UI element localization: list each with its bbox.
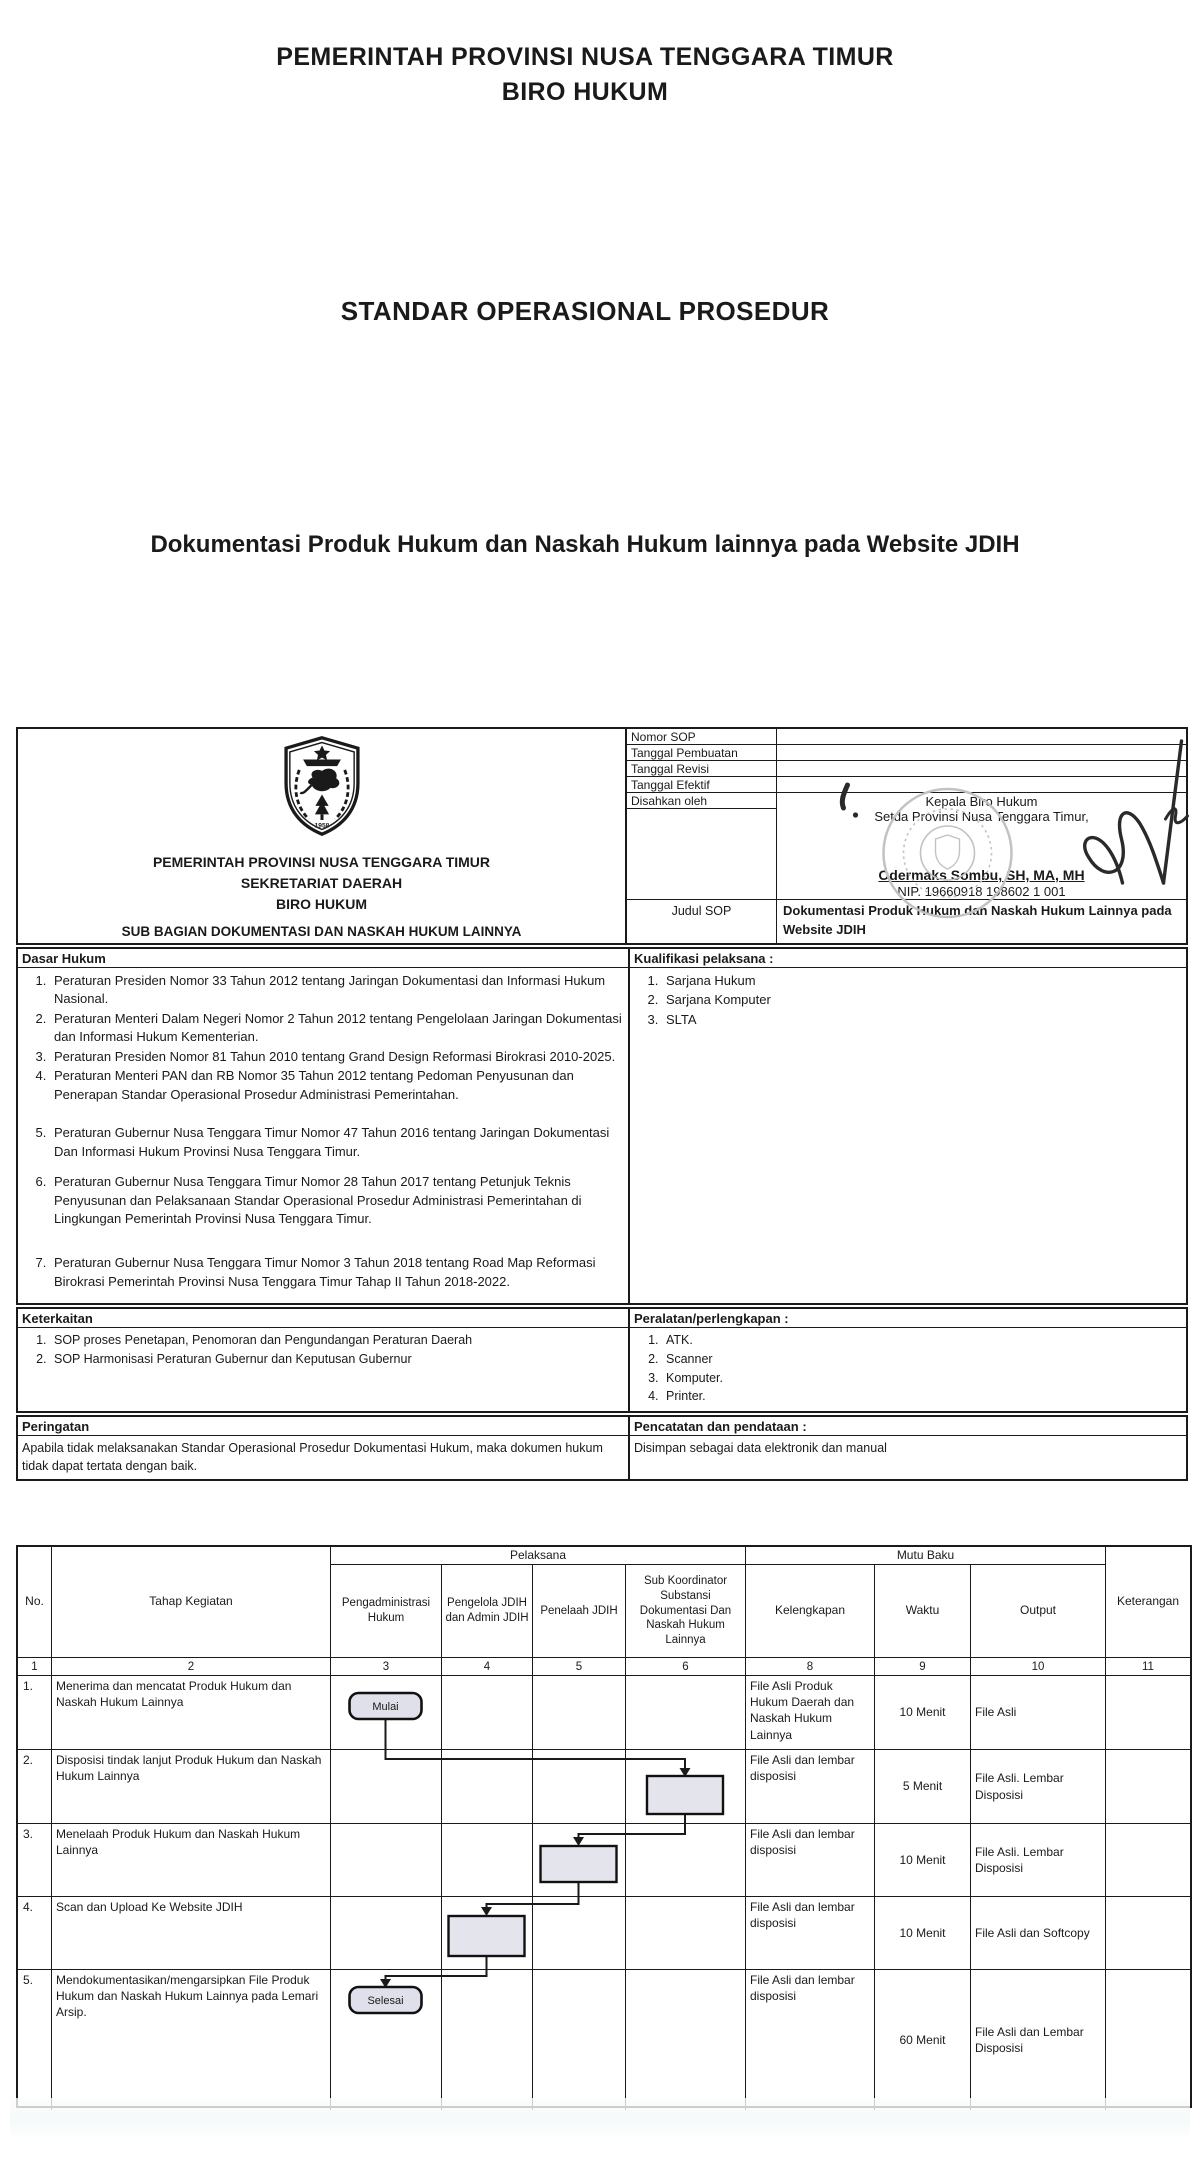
legal-basis-item: 1. Peraturan Presiden Nomor 33 Tahun 2012 tentang Jaringan Dokumentasi dan Informasi Hukum Nasional.	[50, 972, 622, 1009]
org-line2: SEKRETARIAT DAERAH	[240, 875, 403, 891]
row-waktu: 60 Menit	[874, 1970, 970, 2110]
header-kelengkapan: Kelengkapan	[745, 1565, 874, 1657]
approval-signature-block	[777, 793, 1186, 899]
row-waktu: 10 Menit	[874, 1897, 970, 1969]
flow-process-node-scan-upload	[449, 1916, 525, 1956]
row-tahap: Menerima dan mencatat Produk Hukum dan Naskah Hukum Lainnya	[51, 1676, 330, 1749]
org-line3: BIRO HUKUM	[275, 896, 367, 912]
equipment-list	[632, 1332, 1180, 1406]
approver-nip: NIP. 19660918 198602 1 001	[897, 884, 1066, 899]
section-peringatan-pencatatan	[16, 1415, 1188, 1481]
col-num: 6	[625, 1658, 745, 1675]
row-keterangan	[1105, 1750, 1190, 1823]
header-keterangan: Keterangan	[1105, 1547, 1190, 1657]
header-waktu: Waktu	[874, 1565, 970, 1657]
row-kelengkapan: File Asli Produk Hukum Daerah dan Naskah Hukum Lainnya	[745, 1676, 874, 1749]
row-no: 2.	[23, 1753, 34, 1767]
col-num: 10	[970, 1658, 1105, 1675]
crest-year: 1958	[314, 822, 329, 830]
flow-arrowheads	[380, 1768, 691, 1988]
row-tahap: Scan dan Upload Ke Website JDIH	[51, 1897, 330, 1969]
flow-start-label: Mulai	[372, 1701, 399, 1713]
row-tahap: Mendokumentasikan/mengarsipkan File Produk Hukum dan Naskah Hukum Lainnya pada Lemari Arsip.	[51, 1970, 330, 2110]
letterhead	[0, 40, 1170, 109]
keterkaitan-title: Keterkaitan	[18, 1309, 628, 1328]
row-keterangan	[1105, 1970, 1190, 2110]
meta-label-tanggal-pembuatan: Tanggal Pembuatan	[627, 745, 777, 761]
meta-value-tanggal-pembuatan	[777, 745, 1186, 761]
sop-metadata	[627, 729, 1186, 943]
meta-value-nomor-sop	[777, 729, 1186, 745]
meta-label-tanggal-revisi: Tanggal Revisi	[627, 761, 777, 777]
kualifikasi-title: Kualifikasi pelaksana :	[630, 949, 1186, 968]
row-tahap: Disposisi tindak lanjut Produk Hukum dan Naskah Hukum Lainnya	[51, 1750, 330, 1823]
row-keterangan	[1105, 1824, 1190, 1896]
peringatan-text: Apabila tidak melaksanakan Standar Operasional Prosedur Dokumentasi Hukum, maka dokumen hukum tidak dapat tertata dengan baik.	[22, 1441, 603, 1474]
org-subunit: SUB BAGIAN DOKUMENTASI DAN NASKAH HUKUM LAINNYA	[121, 924, 522, 939]
approver-title-line2: Setda Provinsi Nusa Tenggara Timur,	[874, 809, 1089, 824]
qualification-list	[632, 972, 1180, 1029]
legal-basis-item: 6. Peraturan Gubernur Nusa Tenggara Timur Nomor 28 Tahun 2017 tentang Petunjuk Teknis Penyusunan dan Pelaksanaan Standar Operasional Prosedur Administrasi Pemerintahan di Lingkungan Pemerintah Provinsi Nusa Tenggara Timur.	[50, 1173, 622, 1228]
row-no: 5.	[23, 1973, 34, 1987]
ntt-provincial-crest-icon	[274, 734, 370, 843]
col-num: 1	[31, 1660, 38, 1673]
pencatatan-title: Pencatatan dan pendataan :	[630, 1417, 1186, 1436]
sop-identity-sheet	[16, 727, 1188, 1481]
row-kelengkapan: File Asli dan lembar disposisi	[745, 1824, 874, 1896]
procedure-table-body	[18, 1676, 1190, 2106]
related-sop-item: 2. SOP Harmonisasi Peraturan Gubernur dan Keputusan Gubernur	[50, 1351, 622, 1369]
row-keterangan	[1105, 1676, 1190, 1749]
judul-sop-value: Dokumentasi Produk Hukum dan Naskah Hukum Lainnya pada Website JDIH	[777, 899, 1186, 943]
qualification-item: 1. Sarjana Hukum	[662, 972, 1180, 990]
row-waktu: 10 Menit	[874, 1824, 970, 1896]
legal-basis-list	[20, 972, 622, 1291]
procedure-table-header	[18, 1547, 1190, 1657]
row-no: 3.	[23, 1827, 34, 1841]
col-num: 9	[874, 1658, 970, 1675]
judul-sop-label: Judul SOP	[627, 899, 777, 943]
row-waktu: 10 Menit	[874, 1676, 970, 1749]
related-sop-list	[20, 1332, 622, 1369]
letterhead-line1: PEMERINTAH PROVINSI NUSA TENGGARA TIMUR	[276, 43, 894, 71]
organization-name	[153, 852, 490, 915]
col-num: 11	[1105, 1658, 1190, 1675]
legal-basis-item: 5. Peraturan Gubernur Nusa Tenggara Timur Nomor 47 Tahun 2016 tentang Jaringan Dokumentasi Dan Informasi Hukum Provinsi Nusa Tenggara Timur.	[50, 1124, 622, 1161]
row-kelengkapan: File Asli dan lembar disposisi	[745, 1750, 874, 1823]
meta-label-disahkan-oleh: Disahkan oleh	[627, 793, 777, 809]
row-output: File Asli dan Lembar Disposisi	[970, 1970, 1105, 2110]
document-type-title: STANDAR OPERASIONAL PROSEDUR	[340, 296, 830, 326]
equipment-item: 3. Komputer.	[662, 1370, 1180, 1388]
qualification-item: 2. Sarjana Komputer	[662, 991, 1180, 1009]
peralatan-title: Peralatan/perlengkapan :	[630, 1309, 1186, 1328]
org-line1: PEMERINTAH PROVINSI NUSA TENGGARA TIMUR	[152, 854, 491, 870]
header-pengelola-jdih: Pengelola JDIH dan Admin JDIH	[441, 1565, 532, 1657]
header-sub-koordinator: Sub Koordinator Substansi Dokumentasi Dan Naskah Hukum Lainnya	[625, 1565, 745, 1657]
equipment-item: 2. Scanner	[662, 1351, 1180, 1369]
flow-end-label: Selesai	[367, 1995, 404, 2007]
flow-end-node	[350, 1987, 422, 2013]
row-no: 1.	[23, 1679, 34, 1693]
col-num: 5	[532, 1658, 625, 1675]
legal-basis-item: 4. Peraturan Menteri PAN dan RB Nomor 35 Tahun 2012 tentang Pedoman Penyusunan dan Penerapan Standar Operasional Prosedur Administrasi Pemerintahan.	[50, 1067, 622, 1104]
legal-basis-item: 7. Peraturan Gubernur Nusa Tenggara Timur Nomor 3 Tahun 2018 tentang Road Map Reformasi Birokrasi Pemerintah Provinsi Nusa Tenggara Timur Tahap II Tahun 2018-2022.	[50, 1254, 622, 1291]
letterhead-line2: BIRO HUKUM	[501, 77, 669, 106]
flow-connectors	[386, 1719, 686, 1980]
section-dasar-hukum-kualifikasi	[16, 947, 1188, 1305]
meta-value-tanggal-revisi	[777, 761, 1186, 777]
header-pengadministrasi-hukum: Pengadministrasi Hukum	[330, 1565, 441, 1657]
col-num: 2	[51, 1658, 330, 1675]
header-tahap-kegiatan: Tahap Kegiatan	[51, 1547, 330, 1657]
meta-value-tanggal-efektif	[777, 777, 1186, 793]
approver-title-line1: Kepala Biro Hukum	[925, 794, 1038, 809]
equipment-item: 1. ATK.	[662, 1332, 1180, 1350]
header-pelaksana-group: Pelaksana	[330, 1547, 745, 1565]
dasar-hukum-title: Dasar Hukum	[18, 949, 628, 968]
row-output: File Asli. Lembar Disposisi	[970, 1824, 1105, 1896]
related-sop-item: 1. SOP proses Penetapan, Penomoran dan Pengundangan Peraturan Daerah	[50, 1332, 622, 1350]
col-num: 3	[330, 1658, 441, 1675]
legal-basis-item: 3. Peraturan Presiden Nomor 81 Tahun 2010 tentang Grand Design Reformasi Birokrasi 2010-2025.	[50, 1048, 622, 1066]
procedure-table	[16, 1545, 1192, 2108]
row-waktu: 5 Menit	[874, 1750, 970, 1823]
page-title: Dokumentasi Produk Hukum dan Naskah Hukum lainnya pada Website JDIH	[150, 531, 1020, 558]
flow-process-node-disposisi	[647, 1776, 723, 1814]
header-no: No.	[25, 1594, 44, 1609]
flowchart-overlay	[330, 1676, 745, 2106]
flow-process-node-menelaah	[541, 1846, 617, 1882]
row-output: File Asli. Lembar Disposisi	[970, 1750, 1105, 1823]
meta-label-filler	[627, 809, 777, 899]
pencatatan-text: Disimpan sebagai data elektronik dan manual	[634, 1441, 887, 1455]
row-kelengkapan: File Asli dan lembar disposisi	[745, 1970, 874, 2110]
row-kelengkapan: File Asli dan lembar disposisi	[745, 1897, 874, 1969]
meta-label-tanggal-efektif: Tanggal Efektif	[627, 777, 777, 793]
legal-basis-item: 2. Peraturan Menteri Dalam Negeri Nomor 2 Tahun 2012 tentang Pengelolaan Jaringan Dokumentasi dan Informasi Hukum Kementerian.	[50, 1010, 622, 1047]
row-tahap: Menelaah Produk Hukum dan Naskah Hukum Lainnya	[51, 1824, 330, 1896]
meta-label-nomor-sop: Nomor SOP	[627, 729, 777, 745]
row-output: File Asli dan Softcopy	[970, 1897, 1105, 1969]
section-keterkaitan-peralatan	[16, 1307, 1188, 1413]
header-output: Output	[970, 1565, 1105, 1657]
row-output: File Asli	[970, 1676, 1105, 1749]
qualification-item: 3. SLTA	[662, 1011, 1180, 1029]
col-num: 4	[441, 1658, 532, 1675]
row-keterangan	[1105, 1897, 1190, 1969]
col-num: 8	[745, 1658, 874, 1675]
equipment-item: 4. Printer.	[662, 1388, 1180, 1406]
peringatan-title: Peringatan	[18, 1417, 628, 1436]
header-penelaah-jdih: Penelaah JDIH	[532, 1565, 625, 1657]
identity-table	[16, 727, 1188, 945]
row-no: 4.	[23, 1900, 34, 1914]
header-mutu-baku-group: Mutu Baku	[745, 1547, 1105, 1565]
organization-cell	[18, 729, 627, 943]
column-number-row	[18, 1657, 1190, 1676]
approver-name: Odermaks Sombu, SH, MA, MH	[878, 867, 1085, 883]
flow-start-node	[350, 1693, 422, 1719]
